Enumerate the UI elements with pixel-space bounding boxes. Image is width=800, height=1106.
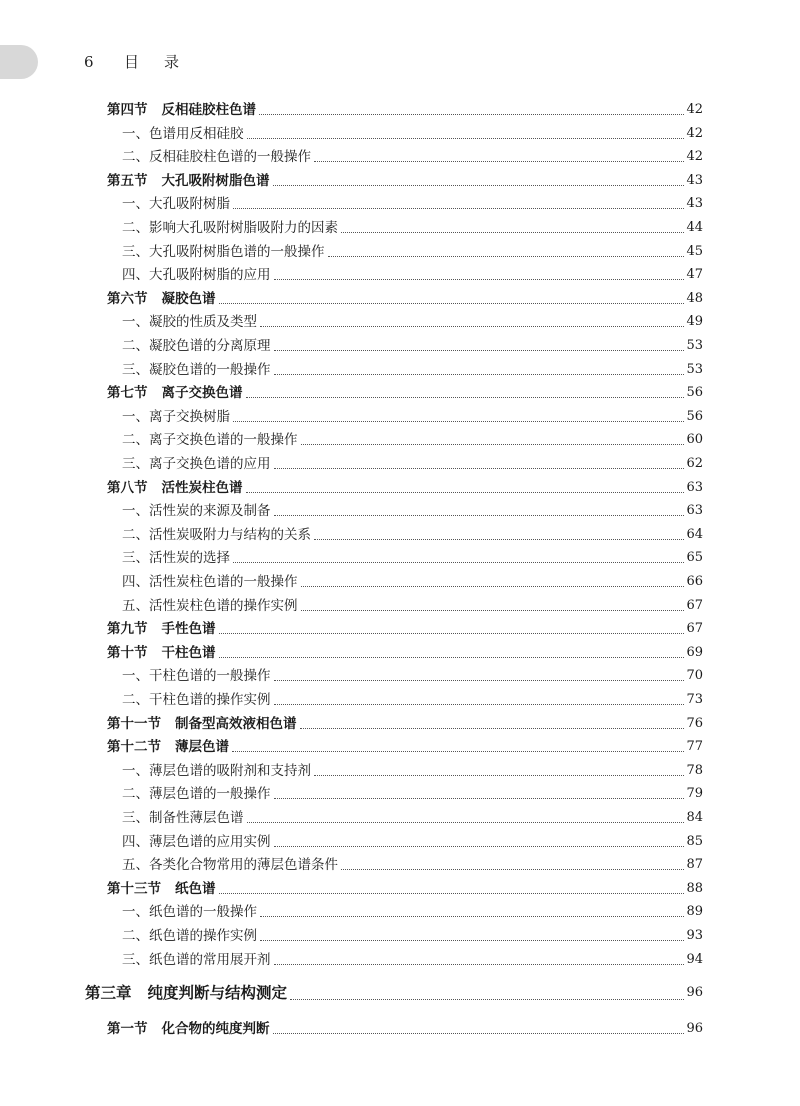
item-title: 五、各类化合物常用的薄层色谱条件	[122, 857, 338, 874]
dot-leader	[219, 633, 685, 634]
dot-leader	[232, 751, 684, 752]
dot-leader	[274, 846, 685, 847]
item-title: 二、凝胶色谱的分离原理	[122, 338, 271, 354]
dot-leader	[273, 1033, 685, 1034]
item-title: 三、凝胶色谱的一般操作	[122, 361, 271, 378]
section-title: 大孔吸附树脂色谱	[161, 172, 270, 189]
item-title: 二、活性炭吸附力与结构的关系	[122, 526, 311, 543]
toc-entry-section	[107, 477, 703, 499]
dot-leader	[314, 539, 684, 540]
page-ref: 45	[686, 243, 703, 259]
section-title: 制备型高效液相色谱	[175, 715, 297, 732]
dot-leader	[274, 704, 685, 705]
toc-entry-section	[107, 736, 703, 758]
page-number: 6	[84, 53, 94, 71]
toc-entry-item	[122, 217, 703, 239]
section-title: 干柱色谱	[161, 644, 216, 661]
dot-leader	[274, 279, 685, 280]
page-ref: 77	[686, 739, 703, 755]
page-ref: 53	[686, 361, 703, 377]
toc-entry-section	[107, 99, 703, 121]
section-number: 第十二节	[107, 739, 161, 756]
page-ref: 93	[686, 928, 703, 943]
section-number: 第九节	[107, 621, 148, 638]
section-number: 第八节	[107, 479, 148, 496]
toc-entry-item	[122, 264, 703, 286]
page-ref: 43	[686, 196, 703, 212]
page-ref: 42	[686, 125, 703, 141]
toc-entry-item	[122, 241, 703, 263]
item-title: 二、干柱色谱的操作实例	[122, 692, 271, 708]
toc-entry-item	[122, 123, 703, 145]
page-ref: 65	[686, 550, 703, 566]
section-title: 手性色谱	[161, 621, 216, 638]
dot-leader	[260, 940, 684, 941]
item-title: 一、薄层色谱的吸附剂和支持剂	[122, 762, 311, 779]
section-number: 第十节	[107, 644, 148, 661]
dot-leader	[246, 492, 685, 493]
section-number: 第一节	[107, 1020, 148, 1037]
item-title: 三、制备性薄层色谱	[122, 810, 244, 826]
page-ref: 47	[686, 267, 703, 283]
toc-entry-item	[122, 335, 703, 357]
toc-entry-item	[122, 760, 703, 782]
dot-leader	[301, 444, 685, 445]
toc-entry-item	[122, 665, 703, 687]
section-title: 活性炭柱色谱	[161, 479, 243, 496]
dot-leader	[341, 869, 684, 870]
section-number: 第五节	[107, 172, 148, 189]
item-title: 四、大孔吸附树脂的应用	[122, 267, 271, 284]
toc-entry-section	[107, 642, 703, 664]
header-title-char-1: 目	[124, 53, 140, 71]
page-ref: 96	[686, 1020, 703, 1036]
dot-leader	[274, 468, 685, 469]
item-title: 二、离子交换色谱的一般操作	[122, 432, 298, 449]
dot-leader	[274, 798, 685, 799]
page-ref: 87	[686, 857, 703, 873]
toc-entry-item	[122, 193, 703, 215]
toc-entry-item	[122, 807, 703, 829]
toc-entry-item	[122, 359, 703, 381]
item-title: 三、大孔吸附树脂色谱的一般操作	[122, 243, 325, 260]
toc-entry-item	[122, 689, 703, 711]
toc-entry-section	[107, 713, 703, 735]
item-title: 一、大孔吸附树脂	[122, 196, 230, 213]
toc-entry-section	[107, 170, 703, 192]
item-title: 二、影响大孔吸附树脂吸附力的因素	[122, 220, 338, 236]
page-ref: 85	[686, 833, 703, 849]
section-title: 反相硅胶柱色谱	[161, 102, 256, 118]
section-number: 第七节	[107, 385, 148, 402]
dot-leader	[290, 999, 684, 1000]
toc-entry-item	[122, 429, 703, 451]
page-ref: 49	[686, 314, 703, 330]
toc-entry-item	[122, 146, 703, 168]
dot-leader	[274, 680, 685, 681]
page-ref: 62	[686, 456, 703, 471]
item-title: 四、薄层色谱的应用实例	[122, 833, 271, 850]
toc-entry-item	[122, 524, 703, 546]
toc-entry-item	[122, 311, 703, 333]
toc-entry-item	[122, 783, 703, 805]
item-title: 二、薄层色谱的一般操作	[122, 786, 271, 803]
item-title: 三、纸色谱的常用展开剂	[122, 951, 271, 968]
page-ref: 42	[686, 102, 703, 117]
dot-leader	[260, 326, 684, 327]
dot-leader	[300, 728, 685, 729]
section-title: 凝胶色谱	[161, 290, 216, 307]
toc-entry-item	[122, 949, 703, 971]
section-title: 离子交换色谱	[161, 385, 243, 402]
item-title: 一、凝胶的性质及类型	[122, 314, 257, 331]
dot-leader	[233, 562, 684, 563]
dot-leader	[328, 256, 685, 257]
dot-leader	[247, 822, 685, 823]
page-ref: 89	[686, 904, 703, 920]
page-ref: 53	[686, 338, 703, 353]
section-number: 第十一节	[107, 715, 161, 732]
toc-entry-item	[122, 595, 703, 617]
page-edge-tab	[0, 45, 38, 79]
dot-leader	[233, 421, 684, 422]
toc-entry-item	[122, 453, 703, 475]
dot-leader	[219, 303, 685, 304]
page-ref: 88	[686, 880, 703, 896]
page-ref: 73	[686, 692, 703, 707]
dot-leader	[247, 138, 685, 139]
item-title: 三、离子交换色谱的应用	[122, 456, 271, 472]
item-title: 二、反相硅胶柱色谱的一般操作	[122, 149, 311, 166]
dot-leader	[259, 114, 684, 115]
toc-entry-chapter	[85, 980, 703, 1006]
dot-leader	[341, 232, 684, 233]
item-title: 一、活性炭的来源及制备	[122, 503, 271, 520]
page-ref: 56	[686, 408, 703, 424]
chapter-number: 第三章	[85, 984, 132, 1003]
toc-entry-section	[107, 288, 703, 310]
toc-entry-item	[122, 901, 703, 923]
toc-entry-item	[122, 406, 703, 428]
toc-entry-item	[122, 831, 703, 853]
section-title: 纸色谱	[175, 880, 216, 897]
dot-leader	[233, 208, 684, 209]
item-title: 三、活性炭的选择	[122, 550, 230, 567]
item-title: 一、纸色谱的一般操作	[122, 904, 257, 921]
page-header	[84, 51, 179, 72]
item-title: 四、活性炭柱色谱的一般操作	[122, 574, 298, 590]
chapter-title: 纯度判断与结构测定	[147, 984, 288, 1003]
page-ref: 63	[686, 503, 703, 519]
dot-leader	[246, 397, 685, 398]
dot-leader	[219, 893, 685, 894]
page-ref: 79	[686, 786, 703, 802]
dot-leader	[274, 515, 685, 516]
section-number: 第六节	[107, 290, 148, 307]
page-ref: 66	[686, 574, 703, 589]
page-ref: 56	[686, 385, 703, 401]
section-number: 第四节	[107, 102, 148, 118]
page-ref: 42	[686, 149, 703, 165]
item-title: 一、色谱用反相硅胶	[122, 125, 244, 142]
page-ref: 60	[686, 432, 703, 448]
item-title: 五、活性炭柱色谱的操作实例	[122, 597, 298, 614]
page-ref: 84	[686, 810, 703, 825]
dot-leader	[274, 964, 685, 965]
dot-leader	[301, 586, 685, 587]
page-ref: 43	[686, 172, 703, 188]
toc-entry-item	[122, 547, 703, 569]
toc-entry-section	[107, 618, 703, 640]
page-ref: 78	[686, 762, 703, 778]
item-title: 一、干柱色谱的一般操作	[122, 668, 271, 685]
page-ref: 64	[686, 526, 703, 542]
header-title-char-2: 录	[164, 53, 180, 71]
dot-leader	[314, 161, 684, 162]
dot-leader	[219, 657, 685, 658]
dot-leader	[314, 775, 684, 776]
page-ref: 67	[686, 597, 703, 613]
page-ref: 63	[686, 479, 703, 495]
page-ref: 70	[686, 668, 703, 684]
toc-entry-section	[107, 1018, 703, 1040]
page-ref: 67	[686, 621, 703, 637]
dot-leader	[301, 610, 685, 611]
page-ref: 48	[686, 290, 703, 306]
dot-leader	[260, 916, 684, 917]
page-ref: 69	[686, 644, 703, 660]
page-ref: 96	[686, 985, 703, 1001]
dot-leader	[273, 185, 685, 186]
section-number: 第十三节	[107, 880, 161, 897]
section-title: 化合物的纯度判断	[161, 1020, 270, 1037]
page-ref: 76	[686, 715, 703, 731]
page-ref: 44	[686, 220, 703, 235]
toc-entry-item	[122, 571, 703, 593]
dot-leader	[274, 350, 685, 351]
section-title: 薄层色谱	[175, 739, 229, 756]
toc-entry-item	[122, 925, 703, 947]
toc-entry-section	[107, 878, 703, 900]
dot-leader	[274, 374, 685, 375]
toc-entry-item	[122, 854, 703, 876]
page-ref: 94	[686, 951, 703, 967]
item-title: 一、离子交换树脂	[122, 408, 230, 425]
toc-entry-item	[122, 500, 703, 522]
toc-entry-section	[107, 382, 703, 404]
item-title: 二、纸色谱的操作实例	[122, 928, 257, 944]
